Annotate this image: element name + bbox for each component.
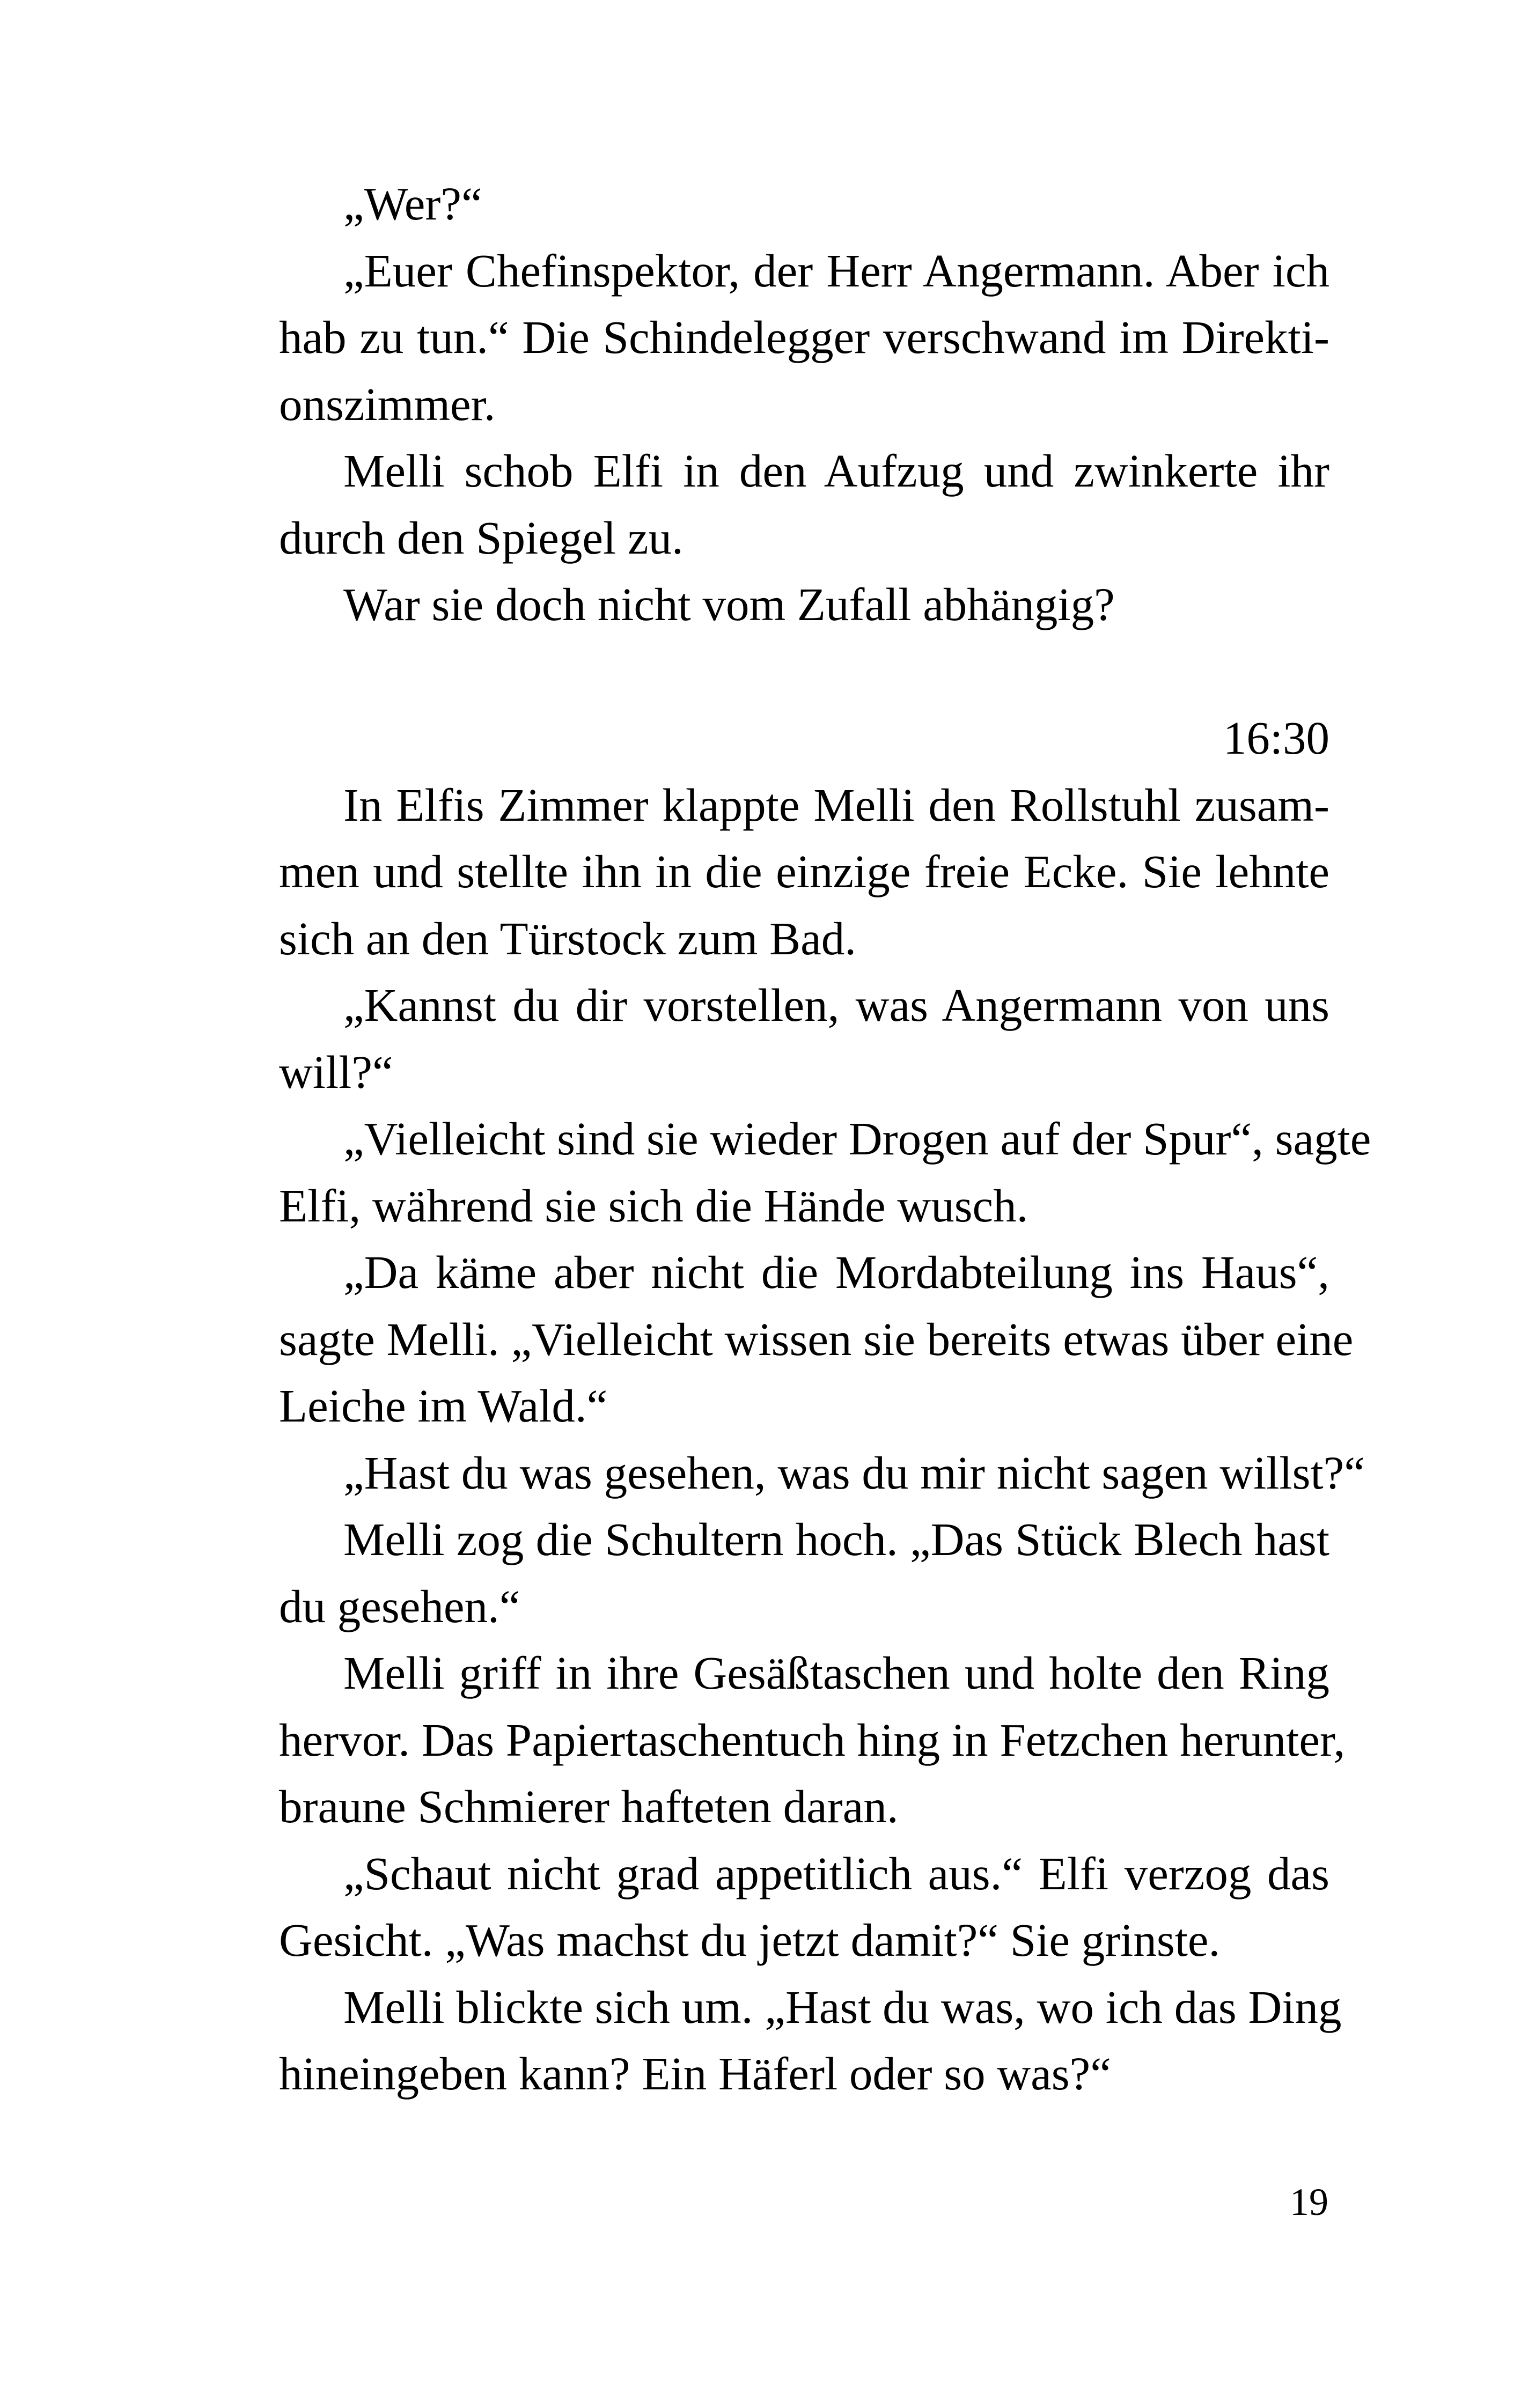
text-line: du gesehen.“ — [279, 1580, 520, 1632]
text-line: Melli zog die Schultern hoch. „Das Stück Blech hast — [343, 1513, 1329, 1565]
text-line: braune Schmierer hafteten daran. — [279, 1780, 899, 1832]
text-line: „Vielleicht sind sie wieder Drogen auf der Spur“, sagte — [343, 1113, 1371, 1165]
paragraph — [215, 1440, 1365, 1507]
paragraph — [215, 772, 1329, 973]
text-line: Gesicht. „Was machst du jetzt damit?“ Sie grinste. — [279, 1914, 1221, 1966]
text-line: „Hast du was gesehen, was du mir nicht sagen willst?“ — [343, 1446, 1365, 1499]
section-time-marker: 16:30 — [1223, 712, 1329, 764]
text-line: In Elfis Zimmer klappte Melli den Rollstuhl zusam- — [343, 778, 1329, 831]
text-line: Melli griff in ihre Gesäßtaschen und holte den Ring — [343, 1647, 1329, 1699]
text-line: Melli schob Elfi in den Aufzug und zwinkerte ihr — [343, 445, 1329, 497]
paragraph — [215, 1974, 1342, 2108]
text-line: sich an den Türstock zum Bad. — [279, 912, 856, 964]
paragraph — [215, 1640, 1346, 1840]
text-line: „Wer?“ — [343, 178, 482, 230]
paragraph — [215, 571, 1329, 638]
paragraph — [215, 1106, 1371, 1239]
paragraph — [215, 972, 1329, 1106]
text-line: War sie doch nicht vom Zufall abhängig? — [343, 578, 1115, 630]
paragraph — [215, 1840, 1329, 1974]
text-line: durch den Spiegel zu. — [279, 511, 684, 564]
text-line: hab zu tun.“ Die Schindelegger verschwand im Direkti- — [279, 311, 1329, 363]
paragraph — [215, 1506, 1329, 1640]
text-line: Elfi, während sie sich die Hände wusch. — [279, 1179, 1028, 1232]
paragraph — [215, 1239, 1354, 1440]
paragraph — [215, 438, 1329, 571]
text-line: „Schaut nicht grad appetitlich aus.“ Elfi verzog das — [343, 1847, 1329, 1899]
text-line: men und stellte ihn in die einzige freie Ecke. Sie lehnte — [279, 845, 1329, 897]
text-line: „Da käme aber nicht die Mordabteilung ins Haus“, — [343, 1246, 1329, 1298]
text-line: onszimmer. — [279, 378, 496, 430]
page-number: 19 — [1290, 2181, 1328, 2223]
text-line: „Kannst du dir vorstellen, was Angermann von uns — [343, 979, 1329, 1031]
text-line: Leiche im Wald.“ — [279, 1380, 608, 1432]
text-line: will?“ — [279, 1045, 393, 1098]
paragraph — [215, 171, 1329, 238]
text-line: hineingeben kann? Ein Häferl oder so was?“ — [279, 2048, 1111, 2100]
paragraph — [215, 238, 1329, 438]
text-line: Melli blickte sich um. „Hast du was, wo ich das Ding — [343, 1980, 1342, 2033]
body-text — [215, 171, 1371, 2108]
text-line: sagte Melli. „Vielleicht wissen sie bereits etwas über eine — [279, 1313, 1354, 1365]
text-line: hervor. Das Papiertaschentuch hing in Fetzchen herunter, — [279, 1713, 1346, 1766]
text-line: „Euer Chefinspektor, der Herr Angermann. Aber ich — [343, 244, 1329, 297]
